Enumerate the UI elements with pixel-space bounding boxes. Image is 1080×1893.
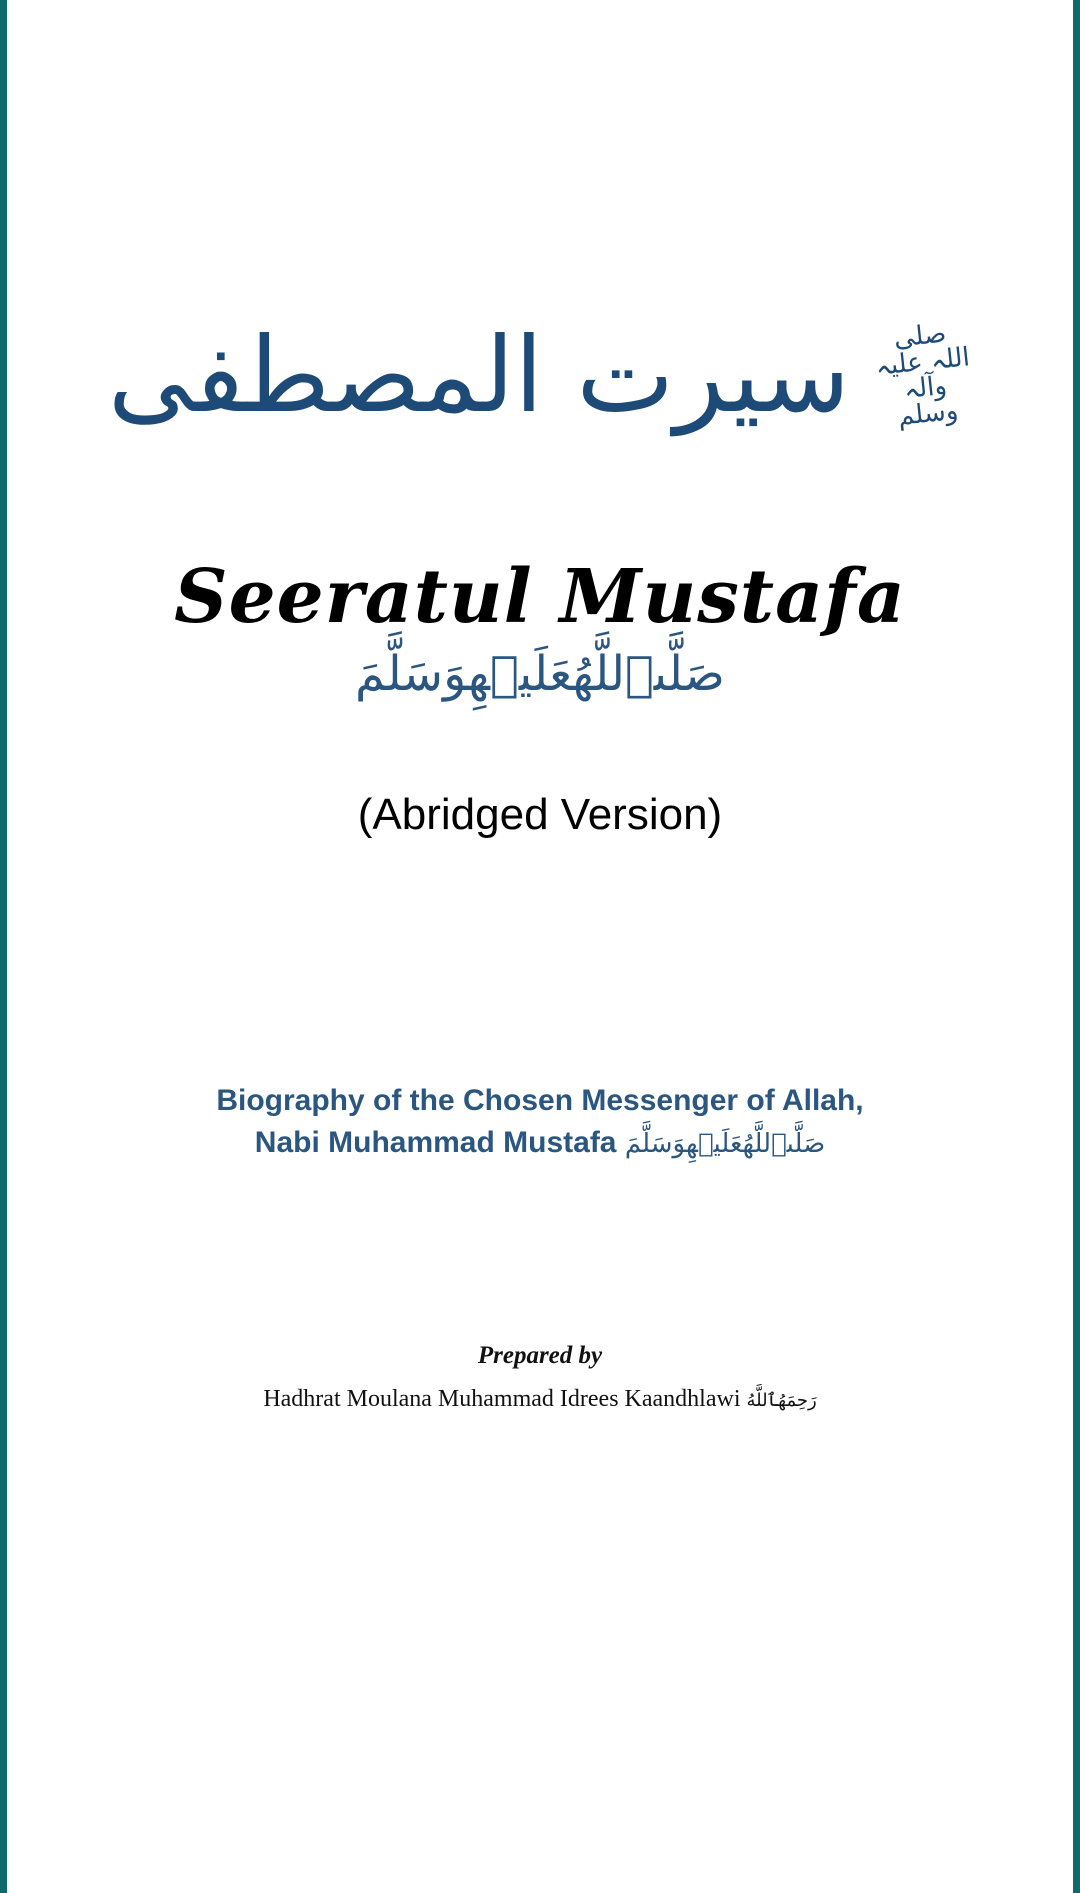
subtitle-salutation: صَلَّىٱللَّهُعَلَيۡهِوَسَلَّمَ [624,1129,826,1159]
author-line [7,1386,1073,1413]
author-name: Hadhrat Moulana Muhammad Idrees Kaandhlawi [263,1386,741,1412]
edition-label: (Abridged Version) [357,790,723,839]
subtitle-block [7,1080,1073,1165]
cover-page [7,0,1073,1893]
salutation-calligraphy: صَلَّىٱللَّهُعَلَيۡهِوَسَلَّمَ [355,646,725,702]
arabic-title: سیرت المصطفی [107,314,851,436]
subtitle-line-2-wrap [7,1122,1073,1165]
author-honorific: رَحِمَهُٱللَّهُ [746,1390,817,1411]
arabic-title-block [7,300,1073,450]
prepared-by-label: Prepared by [477,1342,603,1369]
salutation-seal-calligraphy: صلی اللہ علیہ وآلہ وسلم [874,318,972,432]
subtitle-line-1: Biography of the Chosen Messenger of Allah, [216,1084,864,1117]
subtitle-line-2: Nabi Muhammad Mustafa [254,1126,617,1159]
english-title: Seeratul Mustafa [174,554,906,640]
